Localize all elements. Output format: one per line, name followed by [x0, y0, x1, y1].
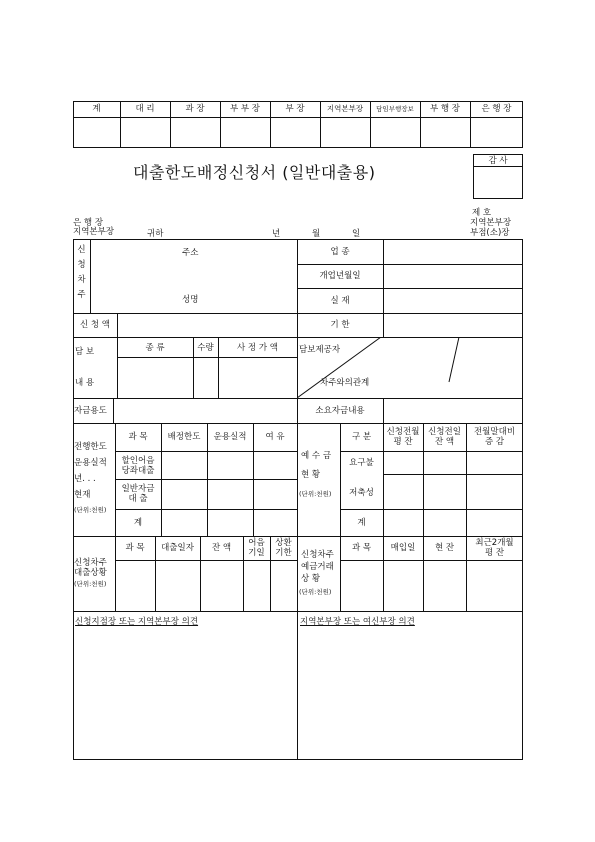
deposit-row-savings: 저축성 — [349, 488, 374, 498]
approval-col-5: 부 장 — [285, 104, 305, 114]
deptx-header-subject: 과 목 — [351, 543, 372, 553]
opening-date-label: 개업년월일 — [319, 271, 361, 281]
deptx-label-1: 신청차주 — [301, 550, 334, 560]
collateral-diagonal-lines — [297, 337, 523, 398]
deposit-header-type: 구 분 — [351, 432, 372, 442]
term-label: 기 한 — [330, 320, 350, 330]
approval-col-1: 계 — [92, 104, 101, 114]
approval-col-8: 부 행 장 — [429, 104, 461, 114]
sender-line2: 부점(소)장 — [470, 228, 510, 238]
deposit-label-2: 현 황 — [301, 470, 321, 480]
relation-label: 차주와의관계 — [320, 378, 370, 388]
amount-label: 신 청 액 — [79, 320, 111, 330]
purpose-label: 자금용도 — [74, 406, 107, 416]
purpose-detail-label: 소요자금내용 — [315, 406, 365, 416]
collateral-provider-label: 담보제공자 — [299, 345, 341, 355]
addressee-line1: 은 행 장 — [73, 218, 104, 228]
prev-row-discount: 할인어음 당좌대출 — [121, 456, 155, 476]
applicant-label: 신 청 차 주 — [77, 245, 86, 300]
opinion-left-label: 신청지점장 또는 지역본부장 의견 — [75, 617, 199, 627]
date-month: 월 — [312, 229, 321, 239]
deposit-unit: (단위:천원) — [299, 490, 332, 498]
audit-label: 감 사 — [488, 156, 508, 166]
approval-col-4: 부 부 장 — [229, 104, 261, 114]
prev-label-2: 운용실적 — [74, 458, 107, 468]
deptx-label-2: 예금거래 — [301, 562, 334, 572]
prev-header-limit: 배정한도 — [167, 432, 201, 442]
deposit-header-change: 전월말대비 증 감 — [473, 427, 516, 447]
deposit-row-total: 계 — [357, 518, 366, 528]
approval-col-6: 지역본부장 — [326, 104, 364, 113]
collateral-kind-header: 종 류 — [145, 343, 165, 353]
deposit-header-prev-avg: 신청전월 평 잔 — [386, 427, 420, 447]
loans-label-2: 대출상황 — [74, 568, 107, 578]
deptx-header-current: 현 잔 — [434, 543, 455, 553]
deptx-header-avg: 최근2개월 평 잔 — [475, 538, 514, 558]
approval-col-2: 대 리 — [135, 104, 155, 114]
deptx-label-3: 상 황 — [301, 574, 321, 584]
owner-label: 실 재 — [330, 296, 350, 306]
date-year: 년 — [272, 229, 281, 239]
name-label: 성명 — [182, 295, 199, 305]
deposit-header-prev-balance: 신청전일 잔 액 — [428, 427, 461, 447]
prev-unit: (단위:천원) — [74, 506, 107, 514]
page-title: 대출한도배정신청서 (일반대출용) — [133, 163, 376, 182]
deptx-header-purchase-date: 매입일 — [390, 543, 416, 553]
collateral-value-header: 사 정 가 액 — [237, 343, 278, 353]
prev-row-general: 일반자금 대 출 — [121, 484, 155, 504]
loans-header-date: 대출일자 — [161, 543, 194, 553]
loans-label-1: 신청차주 — [74, 558, 107, 568]
sender-line1: 지역본부장 — [470, 218, 512, 228]
collateral-label-top: 담 보 — [75, 347, 95, 357]
loans-unit: (단위:천원) — [74, 580, 107, 588]
loans-header-bill-date: 어음 기일 — [248, 538, 265, 558]
prev-header-margin: 여 유 — [265, 432, 285, 442]
approval-col-3: 과 장 — [185, 104, 205, 114]
opinion-right-label: 지역본부장 또는 여신부장 의견 — [300, 617, 415, 627]
date-day: 일 — [352, 229, 361, 239]
doc-number: 제 호 — [472, 208, 492, 218]
prev-row-total: 계 — [133, 518, 143, 528]
prev-label-3: 년. . . — [74, 474, 96, 484]
loans-header-repay-date: 상환 기한 — [275, 538, 292, 558]
approval-col-7: 담임부행장보 — [376, 105, 414, 113]
deposit-row-demand: 요구불 — [349, 458, 374, 468]
loans-header-balance: 잔 액 — [211, 543, 232, 553]
prev-header-subject: 과 목 — [128, 432, 148, 442]
loans-header-subject: 과 목 — [125, 543, 145, 553]
deposit-label-1: 예 수 금 — [301, 451, 332, 461]
collateral-qty-header: 수량 — [197, 343, 214, 353]
prev-label-1: 전행한도 — [74, 442, 107, 452]
deptx-unit: (단위:천원) — [299, 588, 332, 596]
approval-col-9: 은 행 장 — [481, 104, 512, 114]
prev-header-usage: 운용실적 — [213, 432, 247, 442]
collateral-label-bottom: 내 용 — [75, 378, 95, 388]
address-label: 주소 — [182, 248, 199, 258]
addressee-line2: 지역본부장 — [73, 227, 115, 237]
addressee-suffix: 귀하 — [147, 229, 164, 239]
business-type-label: 업 종 — [330, 247, 350, 257]
prev-label-4: 현재 — [74, 490, 91, 500]
